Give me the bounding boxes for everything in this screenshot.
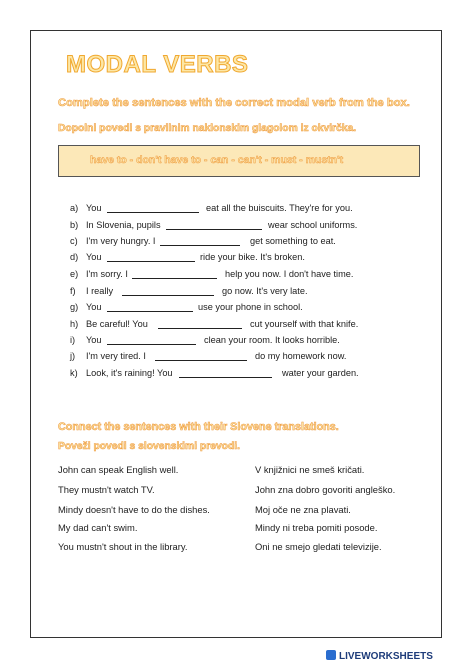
answer-blank-j[interactable] [155, 350, 247, 361]
page-title: MODAL VERBS [66, 51, 249, 78]
sentence-i-end: clean your room. It looks horrible. [204, 335, 340, 345]
sentence-d: d) You [70, 252, 102, 262]
answer-blank-k[interactable] [179, 367, 272, 378]
answer-blank-a[interactable] [107, 202, 199, 213]
sentence-k-end: water your garden. [282, 368, 359, 378]
sentence-f: f) I really [70, 286, 114, 296]
english-sentence-4[interactable]: My dad can't swim. [58, 522, 138, 533]
answer-blank-c[interactable] [160, 235, 240, 246]
sentence-j-end: do my homework now. [255, 351, 347, 361]
sentence-e: e) I'm sorry. I [70, 269, 128, 279]
instruction-english-1: Complete the sentences with the correct modal verb from the box. [58, 97, 410, 109]
sentence-i: i) You [70, 335, 102, 345]
answer-blank-g[interactable] [107, 301, 193, 312]
sentence-a-end: eat all the buiscuits. They're for you. [206, 203, 353, 213]
answer-blank-f[interactable] [122, 285, 214, 296]
english-sentence-3[interactable]: Mindy doesn't have to do the dishes. [58, 504, 210, 515]
answer-blank-h[interactable] [158, 318, 242, 329]
slovene-sentence-5[interactable]: Oni ne smejo gledati televizije. [255, 541, 382, 552]
instruction-slovene-2: Poveži povedi s slovenskimi prevodi. [58, 441, 240, 452]
instruction-slovene-1: Dopolni povedi s pravilnim naklonskim glagolom iz okvirčka. [58, 123, 357, 134]
sentence-k: k) Look, it's raining! You [70, 368, 173, 378]
sentence-g: g) You [70, 302, 102, 312]
sentence-b-end: wear school uniforms. [268, 220, 358, 230]
slovene-sentence-2[interactable]: John zna dobro govoriti angleško. [255, 484, 396, 495]
english-sentence-5[interactable]: You mustn't shout in the library. [58, 541, 188, 552]
instruction-english-2: Connect the sentences with their Slovene translations. [58, 421, 339, 433]
sentence-b: b) In Slovenia, pupils [70, 220, 161, 230]
answer-blank-e[interactable] [132, 268, 217, 279]
sentence-e-end: help you now. I don't have time. [225, 269, 354, 279]
english-sentence-2[interactable]: They mustn't watch TV. [58, 484, 155, 495]
sentence-f-end: go now. It's very late. [222, 286, 308, 296]
sentence-c-end: get something to eat. [250, 236, 336, 246]
answer-blank-d[interactable] [107, 251, 195, 262]
slovene-sentence-1[interactable]: V knjižnici ne smeš kričati. [255, 464, 365, 475]
sentence-a: a) You [70, 203, 102, 213]
sentence-j: j) I'm very tired. I [70, 351, 146, 361]
liveworksheets-logo: LIVEWORKSHEETS [326, 650, 433, 662]
slovene-sentence-4[interactable]: Mindy ni treba pomiti posode. [255, 522, 378, 533]
logo-icon [326, 650, 336, 660]
english-sentence-1[interactable]: John can speak English well. [58, 464, 179, 475]
word-box-text: have to - don't have to - can - can't - must - mustn't [90, 154, 344, 166]
sentence-d-end: ride your bike. It's broken. [200, 252, 305, 262]
answer-blank-i[interactable] [107, 334, 196, 345]
sentence-c: c) I'm very hungry. I [70, 236, 156, 246]
slovene-sentence-3[interactable]: Moj oče ne zna plavati. [255, 504, 351, 515]
answer-blank-b[interactable] [166, 219, 262, 230]
sentence-h: h) Be careful! You [70, 319, 148, 329]
sentence-g-end: use your phone in school. [198, 302, 303, 312]
sentence-h-end: cut yourself with that knife. [250, 319, 359, 329]
